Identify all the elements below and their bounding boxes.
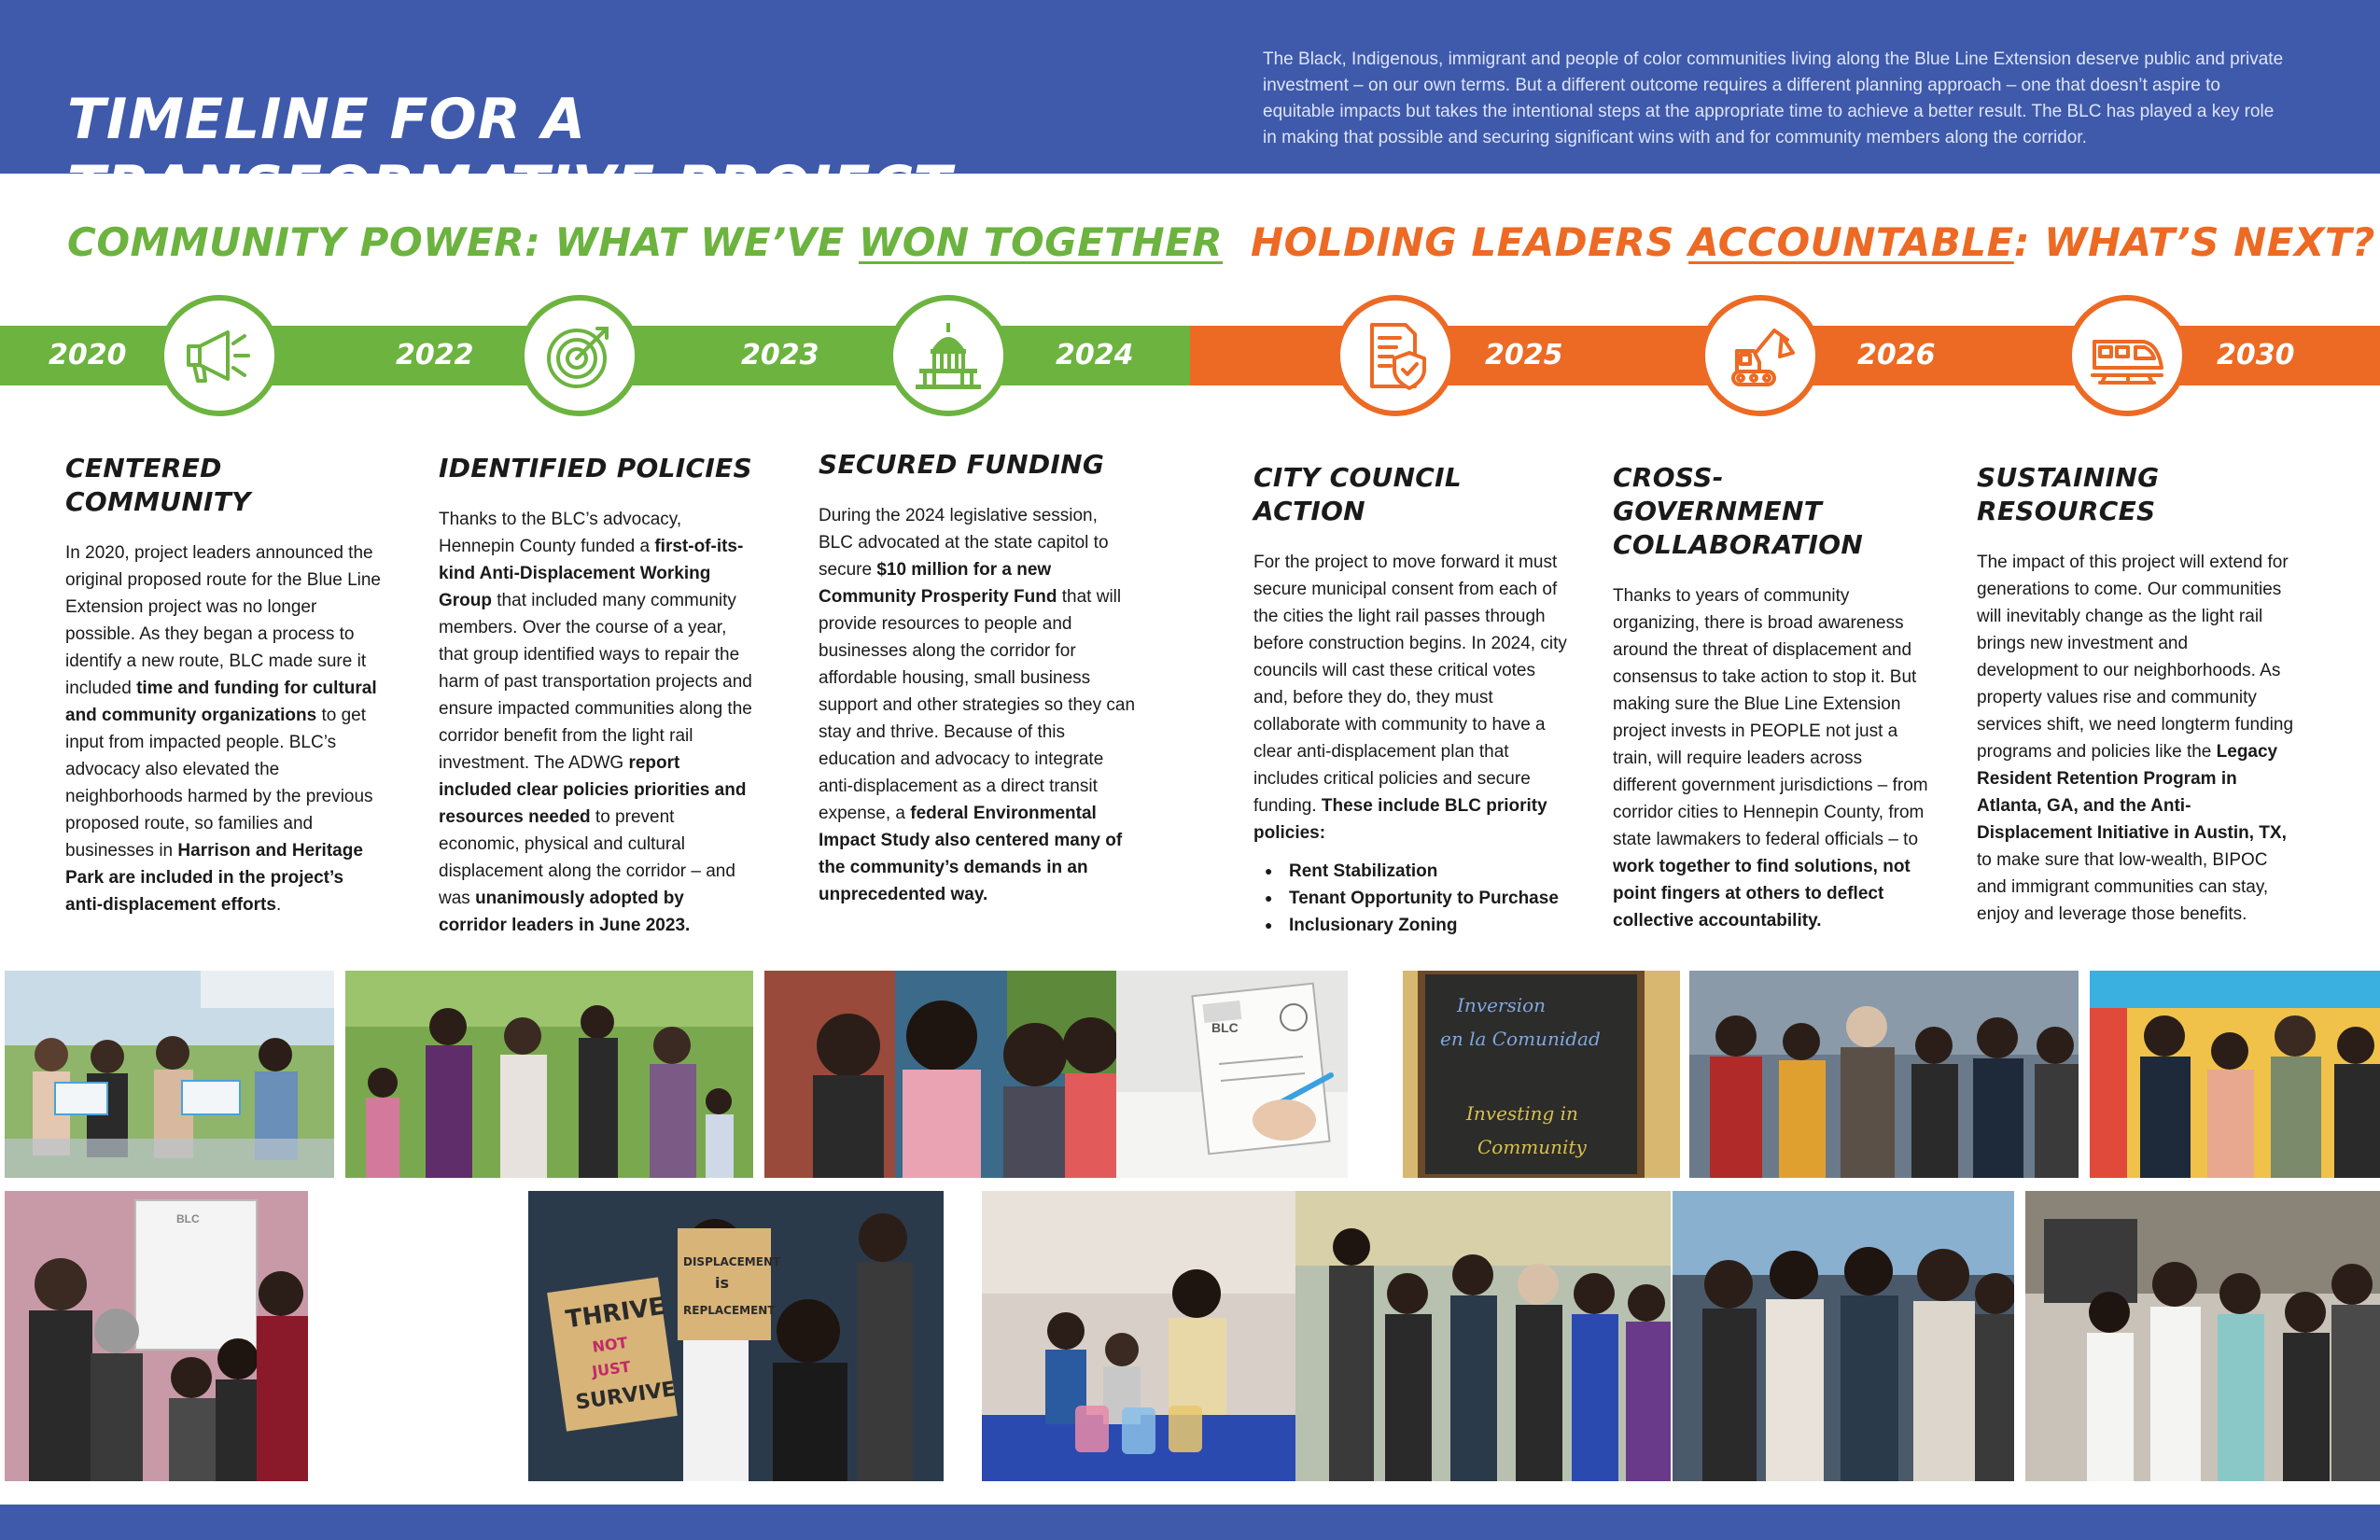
year-2026: 2026 — [1857, 339, 1936, 371]
column-title: SUSTAINING RESOURCES — [1977, 462, 2160, 526]
milestone-megaphone — [159, 295, 280, 416]
body-emphasis: Legacy Resident Retention Program in Atlanta, GA, and the Anti-Displacement Initiative in Austin, TX, — [1977, 742, 2287, 843]
protest-sign-text: REPLACEMENT — [683, 1304, 776, 1317]
photo-waving-group — [2025, 1191, 2380, 1481]
milestone-document-shield — [1335, 295, 1456, 416]
footer-band — [0, 1505, 2380, 1540]
body-text: For the project to move forward it must secure municipal consent from each of the cities the light rail passes through before construction begins. In 2024, city councils will cast these critical votes and, before they do, they must collaborate with community to have a clear anti-displacement plan that includes critical policies and secure funding. — [1253, 553, 1567, 816]
column-title: IDENTIFIED POLICIES — [439, 453, 752, 483]
photo-community-group-picnic — [345, 971, 753, 1178]
column-centered-community — [65, 452, 383, 918]
body-text: During the 2024 legislative session, BLC advocated at the state capitol to secure — [819, 506, 1109, 580]
protest-sign-text: JUST — [591, 1357, 632, 1381]
column-body — [439, 506, 756, 939]
body-emphasis: $10 million for a new Community Prosperity Fund — [819, 560, 1057, 607]
body-emphasis: federal Environmental Impact Study also centered many of the community’s demands in an unprecedented way. — [819, 804, 1123, 904]
chalkboard-text: en la Comunidad — [1440, 1028, 1601, 1050]
year-2023: 2023 — [741, 339, 819, 371]
year-2022: 2022 — [396, 339, 474, 371]
body-emphasis: report included clear policies priorities and resources needed — [439, 753, 747, 827]
milestone-train — [2066, 295, 2188, 416]
photo-chalkboard — [1403, 971, 1680, 1178]
photo-youth-activity — [982, 1191, 1300, 1481]
body-text: to prevent economic, physical and cultural displacement along the corridor – and was — [439, 807, 735, 908]
column-body — [65, 539, 383, 918]
milestone-capitol — [888, 295, 1009, 416]
column-body — [819, 502, 1136, 908]
column-identified-policies — [439, 452, 756, 939]
column-title: CITY COUNCIL ACTION — [1253, 462, 1463, 526]
column-title: SECURED FUNDING — [819, 449, 1105, 480]
body-text: that included many community members. Over the course of a year, that group identified ways to repair the harm of past transportation projects and ensure impacted communities along the corridor benefit from the light rail investment. The ADWG — [439, 591, 752, 773]
list-item: ● Inclusionary Zoning — [1253, 912, 1571, 939]
milestone-excavator — [1700, 295, 1821, 416]
protest-sign-text: SURVIVE — [574, 1378, 678, 1415]
column-title: CENTERED COMMUNITY — [65, 453, 251, 517]
megaphone-icon — [179, 315, 259, 396]
body-text: Thanks to years of community organizing, there is broad awareness around the threat of displacement and consensus to take action to stop it. But making sure the Blue Line Extension project invests in PEOPLE not just a train, will require leaders across different government jurisdictions – from corridor cities to Hennepin County, from state lawmakers to federal officials – to — [1613, 586, 1928, 849]
protest-sign-text: NOT — [591, 1333, 629, 1356]
column-secured-funding — [819, 448, 1136, 908]
column-body — [1253, 549, 1571, 939]
body-emphasis: These include BLC priority policies: — [1253, 796, 1547, 843]
target-icon — [539, 315, 620, 396]
photo-meeting-group — [5, 1191, 308, 1481]
body-text: to make sure that low-wealth, BIPOC and immigrant communities can stay, enjoy and leverage those benefits. — [1977, 850, 2269, 924]
chalkboard-text: Community — [1477, 1136, 1587, 1158]
body-text: to get input from impacted people. BLC’s advocacy also elevated the neighborhoods harmed by the previous proposed route, so families and businesses in — [65, 706, 373, 861]
next-heading-suffix: : WHAT’S NEXT? — [2013, 219, 2375, 265]
milestone-target — [519, 295, 640, 416]
section-heading-next — [1251, 215, 2375, 271]
page-title: TIMELINE FOR A TRANSFORMATIVE PROJECT — [67, 87, 953, 219]
next-heading-underlined: ACCOUNTABLE — [1688, 219, 2014, 265]
body-emphasis: work together to find solutions, not point fingers at others to deflect collective accountability. — [1613, 857, 1911, 931]
body-text: Thanks to the BLC’s advocacy, Hennepin County funded a — [439, 510, 682, 556]
photo-rally-crowd — [1295, 1191, 1671, 1481]
won-heading-underlined: WON TOGETHER — [858, 219, 1224, 265]
column-cross-government-collaboration — [1613, 461, 1930, 934]
section-heading-won — [67, 215, 1223, 271]
chalkboard-text: Investing in — [1466, 1102, 1578, 1125]
photo-community-leaders — [1689, 971, 2079, 1178]
photo-smiling-group — [1673, 1191, 2014, 1481]
excavator-icon — [1720, 315, 1800, 396]
column-body — [1977, 549, 2294, 928]
photo-smiling-women — [764, 971, 1139, 1178]
protest-sign-text: DISPLACEMENT — [683, 1255, 781, 1268]
priority-policies-list — [1253, 858, 1571, 939]
column-body — [1613, 582, 1930, 934]
year-2024: 2024 — [1056, 339, 1134, 371]
protest-sign-text: THRIVE — [564, 1292, 667, 1335]
body-text: . — [275, 895, 282, 915]
year-2020: 2020 — [49, 339, 127, 371]
body-text: that will provide resources to people and businesses along the corridor for affordable housing, small business support and other strategies so they can stay and thrive. Because of this education and advocacy to integrate anti-displacement as a direct transit expense, a — [819, 587, 1136, 823]
board-logo: BLC — [176, 1212, 200, 1225]
intro-paragraph: The Black, Indigenous, immigrant and people of color communities living along the Blue Line Extension deserve public and private investment – on our own terms. But a different outcome requires a different planning approach – one that doesn’t aspire to equitable impacts but takes the intentional steps at the appropriate time to achieve a better result. The BLC has played a key role in making that possible and securing significant wins with and for community members along the corridor. — [1263, 49, 2284, 147]
train-icon — [2087, 315, 2167, 396]
protest-sign-text: is — [715, 1274, 730, 1292]
photo-protest-signs — [528, 1191, 944, 1481]
clipboard-logo: BLC — [1211, 1020, 1239, 1035]
column-city-council-action — [1253, 461, 1571, 939]
chalkboard-text: Inversion — [1457, 994, 1547, 1016]
body-emphasis: time and funding for cultural and community organizations — [65, 679, 377, 725]
body-text: In 2020, project leaders announced the original proposed route for the Blue Line Extension project was no longer possible. As they began a process to identify a new route, BLC made sure it included — [65, 543, 382, 698]
photo-community-signs — [5, 971, 334, 1178]
column-sustaining-resources — [1977, 461, 2294, 928]
body-emphasis: first-of-its-kind Anti-Displacement Working Group — [439, 537, 744, 610]
capitol-icon — [908, 315, 988, 396]
won-heading-prefix: COMMUNITY POWER: WHAT WE’VE — [67, 219, 859, 265]
document-shield-icon — [1355, 315, 1435, 396]
list-item: ● Rent Stabilization — [1253, 858, 1571, 885]
column-title: CROSS-GOVERNMENT COLLABORATION — [1613, 462, 1864, 560]
photo-youth-group — [2090, 971, 2380, 1178]
year-2025: 2025 — [1485, 339, 1563, 371]
photo-clipboard-signing — [1116, 971, 1348, 1178]
body-text: The impact of this project will extend for generations to come. Our communities will inevitably change as the light rail brings new investment and development to our neighborhoods. As property values rise and community services shift, we need longterm funding programs and policies like the — [1977, 553, 2294, 762]
next-heading-prefix: HOLDING LEADERS — [1251, 219, 1689, 265]
body-emphasis: unanimously adopted by corridor leaders in June 2023. — [439, 889, 691, 935]
body-emphasis: Harrison and Heritage Park are included in the project’s anti-displacement efforts — [65, 841, 363, 915]
header-band — [0, 0, 2380, 219]
year-2030: 2030 — [2217, 339, 2295, 371]
list-item: ● Tenant Opportunity to Purchase — [1253, 885, 1571, 912]
